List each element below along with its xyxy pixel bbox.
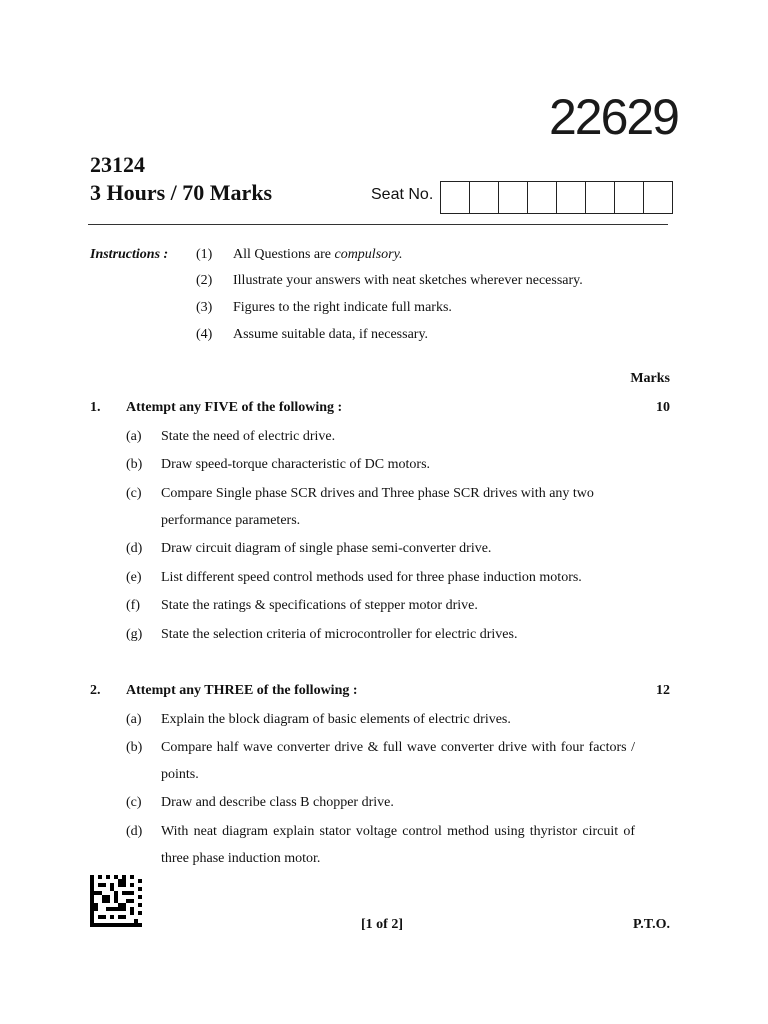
sub-question-label: (f) [126, 598, 140, 613]
marks-column-header: Marks [630, 371, 670, 386]
sub-question-text: Compare half wave converter drive & full wave converter drive with four factors / points. [161, 740, 635, 782]
sub-question-text: State the need of electric drive. [161, 429, 336, 444]
page-number: [1 of 2] [361, 917, 403, 932]
seat-box[interactable] [469, 181, 499, 214]
question-heading: Attempt any THREE of the following : [126, 683, 358, 698]
instructions-label: Instructions : [90, 247, 169, 262]
duration-marks: 3 Hours / 70 Marks [90, 180, 273, 205]
question-marks: 10 [656, 400, 670, 415]
pto-label: P.T.O. [633, 917, 670, 932]
seat-box[interactable] [585, 181, 615, 214]
seat-box[interactable] [440, 181, 470, 214]
instruction-text: Figures to the right indicate full marks. [233, 300, 452, 315]
instruction-number: (2) [196, 273, 213, 288]
sub-question-label: (a) [126, 429, 142, 444]
sub-question-text: State the selection criteria of microcontroller for electric drives. [161, 627, 518, 642]
seat-box[interactable] [614, 181, 644, 214]
paper-code: 22629 [548, 89, 678, 145]
sub-question-label: (e) [126, 570, 142, 585]
exam-code: 23124 [90, 152, 145, 177]
sub-question-text: Draw circuit diagram of single phase semi-converter drive. [161, 541, 492, 556]
sub-question-text: Draw and describe class B chopper drive. [161, 795, 394, 810]
question-heading: Attempt any FIVE of the following : [126, 400, 343, 415]
question-marks: 12 [656, 683, 670, 698]
seat-box[interactable] [498, 181, 528, 214]
header-divider [88, 224, 668, 225]
sub-question-label: (c) [126, 795, 142, 810]
seat-number-boxes[interactable] [441, 181, 673, 214]
question-number: 2. [90, 683, 101, 698]
sub-question-text: State the ratings & specifications of stepper motor drive. [161, 598, 478, 613]
instruction-number: (4) [196, 327, 213, 342]
instruction-text: Assume suitable data, if necessary. [233, 327, 429, 342]
seat-number-label: Seat No. [371, 186, 434, 203]
sub-question-text: Draw speed-torque characteristic of DC motors. [161, 457, 431, 472]
sub-question-text: With neat diagram explain stator voltage control method using thyristor circuit of three phase induction motor. [161, 824, 635, 866]
sub-question-text: List different speed control methods used for three phase induction motors. [161, 570, 582, 585]
question-number: 1. [90, 400, 101, 415]
sub-question-text: Explain the block diagram of basic elements of electric drives. [161, 712, 511, 727]
datamatrix-code [90, 875, 142, 927]
sub-question-label: (b) [126, 457, 143, 472]
instruction-number: (1) [196, 247, 213, 262]
instruction-text: All Questions are compulsory. [233, 247, 403, 262]
instruction-number: (3) [196, 300, 213, 315]
sub-question-label: (d) [126, 824, 143, 839]
seat-box[interactable] [643, 181, 673, 214]
sub-question-label: (d) [126, 541, 143, 556]
sub-question-label: (g) [126, 627, 143, 642]
instruction-text: Illustrate your answers with neat sketches wherever necessary. [233, 273, 583, 288]
sub-question-label: (c) [126, 486, 142, 501]
sub-question-label: (b) [126, 740, 143, 755]
seat-box[interactable] [556, 181, 586, 214]
sub-question-text: Compare Single phase SCR drives and Three phase SCR drives with any two performance parameters. [161, 486, 594, 528]
sub-question-label: (a) [126, 712, 142, 727]
seat-box[interactable] [527, 181, 557, 214]
